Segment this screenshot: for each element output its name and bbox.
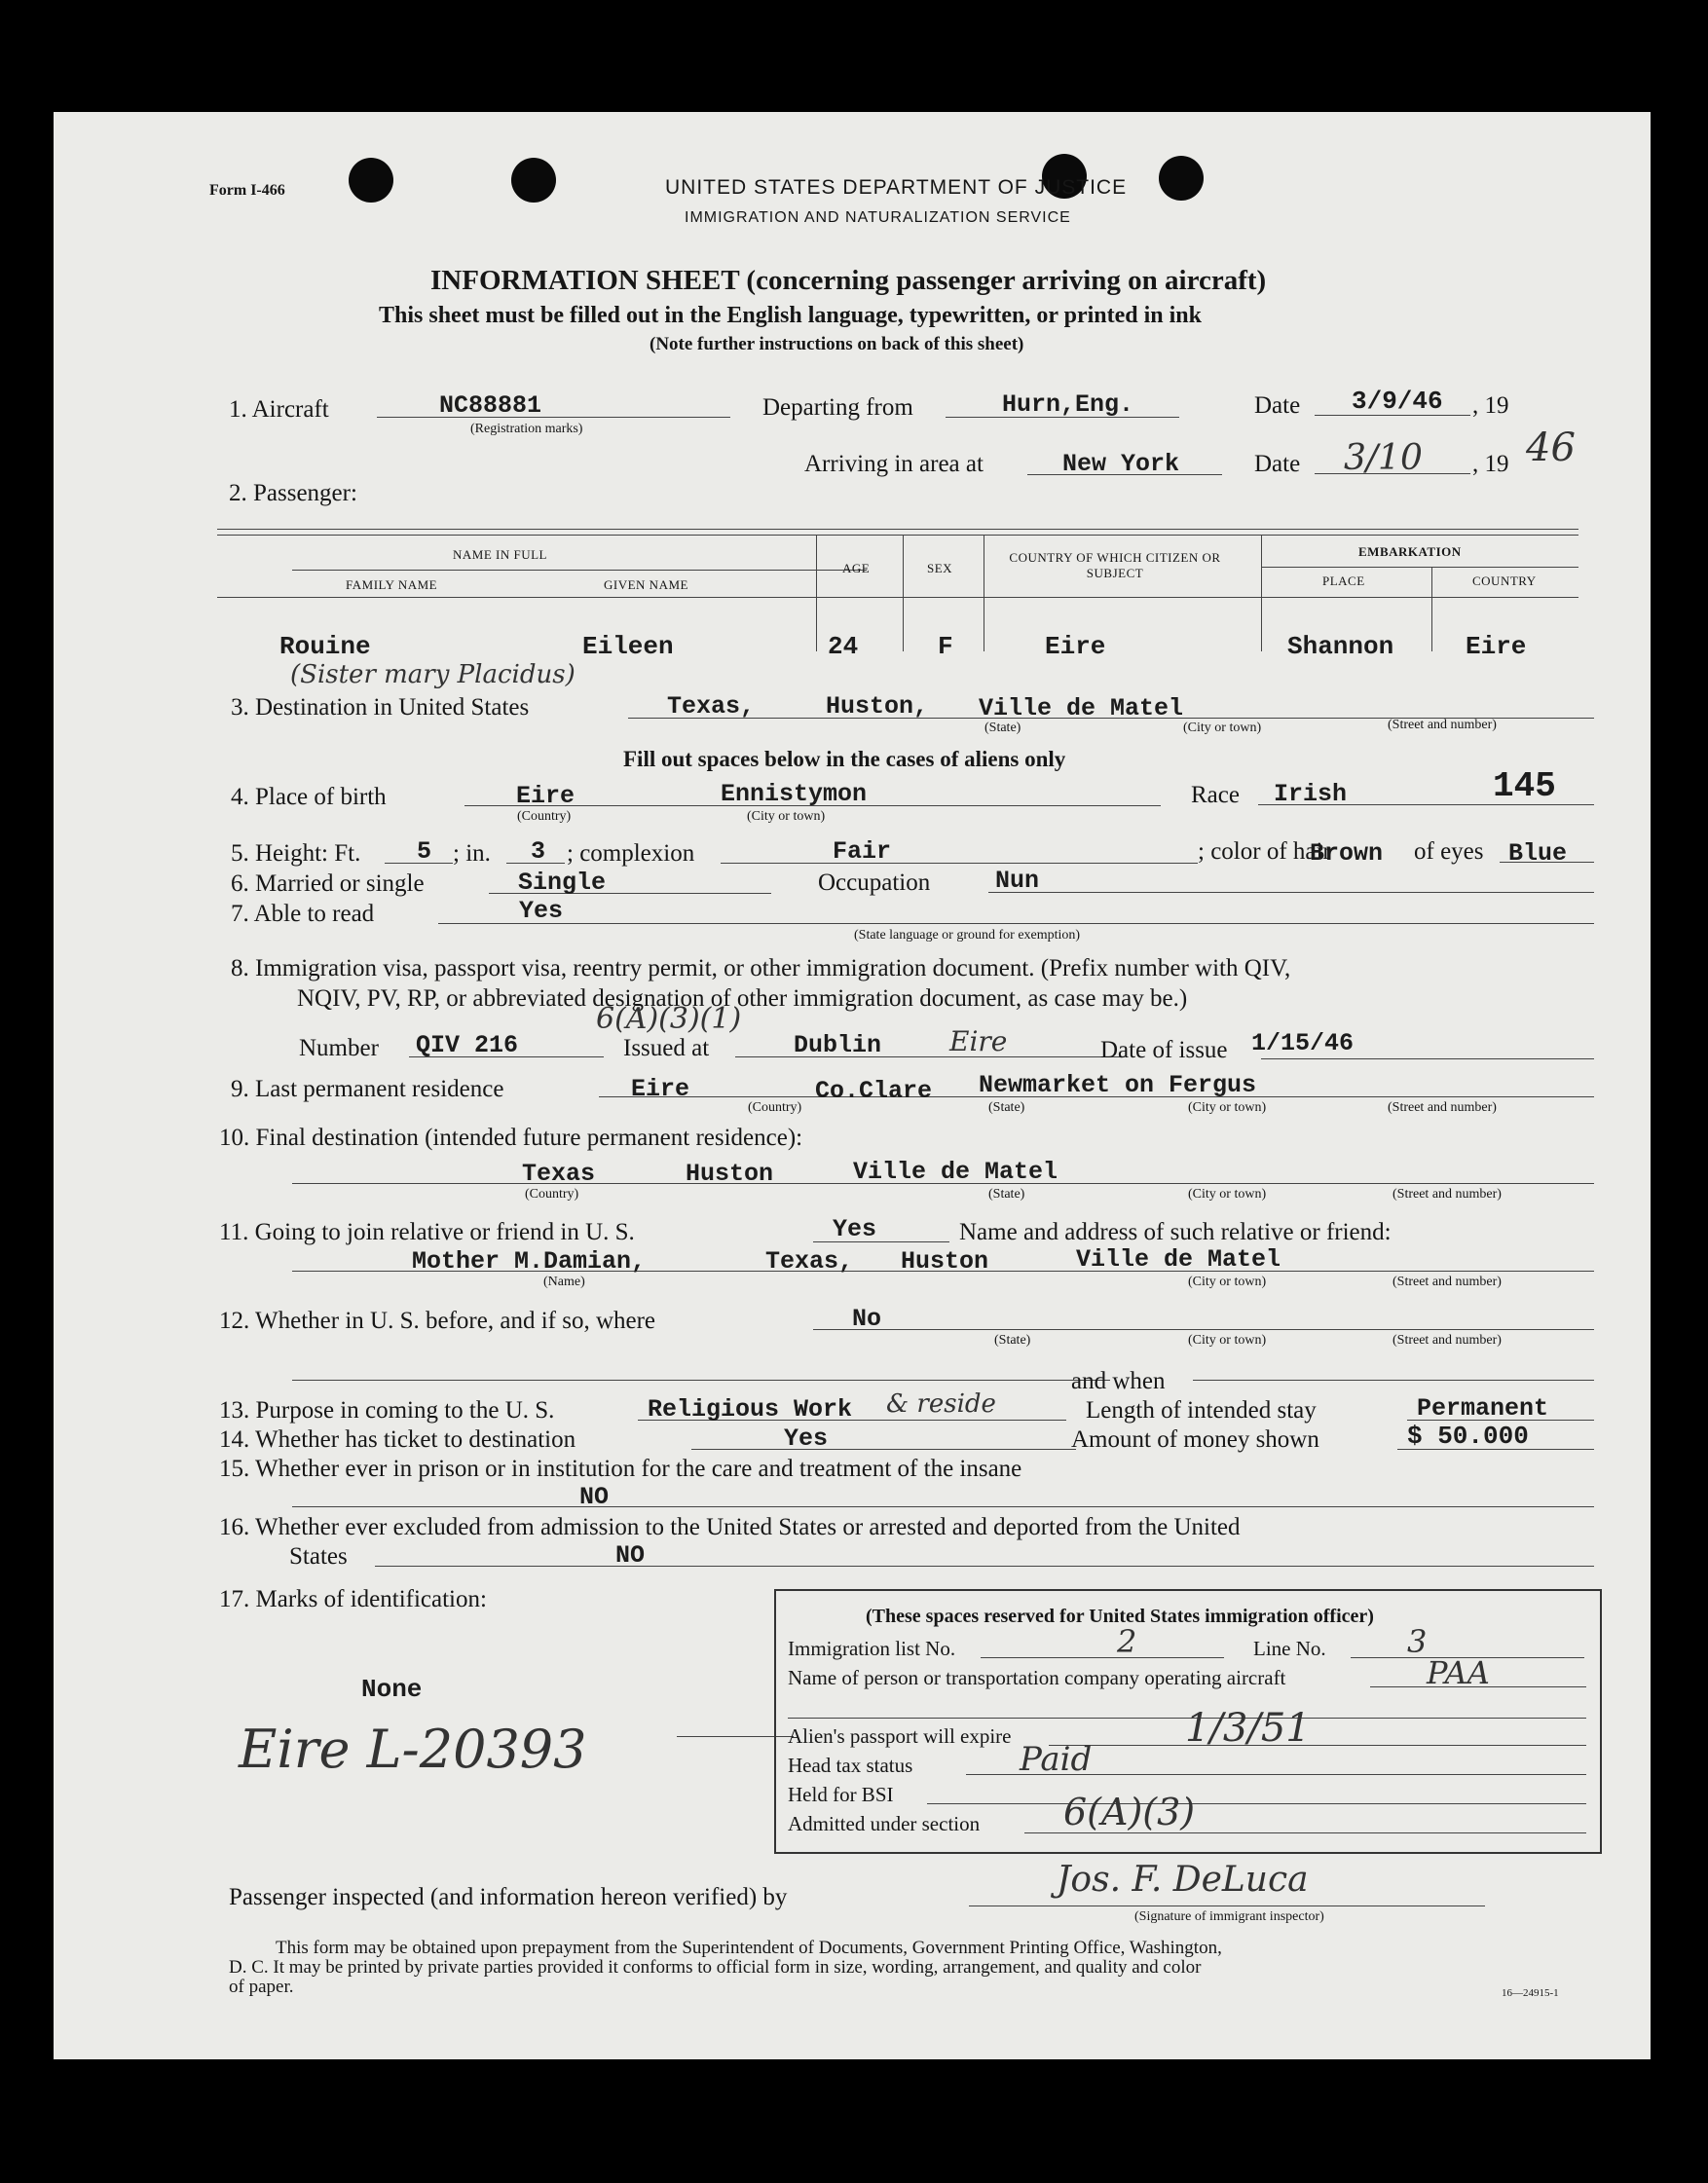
form-note: (Note further instructions on back of this sheet) xyxy=(650,334,1024,354)
header-emb-country: COUNTRY xyxy=(1472,574,1537,588)
read-label: 7. Able to read xyxy=(231,901,375,927)
complexion-value: Fair xyxy=(833,837,892,866)
passport-expire-value: 1/3/51 xyxy=(1185,1706,1311,1751)
birth-town-caption: (City or town) xyxy=(747,809,826,824)
prison-label: 15. Whether ever in prison or in institution for the care and treatment of the insane xyxy=(219,1456,1022,1482)
birth-country-caption: (Country) xyxy=(517,809,572,824)
section-label: Admitted under section xyxy=(788,1812,981,1835)
form-title: INFORMATION SHEET (concerning passenger arriving on aircraft) xyxy=(430,265,1267,296)
prison-value: NO xyxy=(579,1483,610,1511)
age-value: 24 xyxy=(828,632,859,661)
birth-country-value: Eire xyxy=(516,782,576,810)
marital-value: Single xyxy=(518,869,607,897)
hair-label: ; color of hair xyxy=(1198,838,1331,865)
departing-label: Departing from xyxy=(762,394,913,421)
punch-hole-2 xyxy=(511,158,556,203)
officer-section-heading: (These spaces reserved for United States immigration officer) xyxy=(866,1606,1374,1627)
header-country-citizen: COUNTRY OF WHICH CITIZEN OR SUBJECT xyxy=(1009,550,1221,580)
last-residence-city-caption: (City or town) xyxy=(1188,1100,1267,1115)
sex-value: F xyxy=(938,632,953,661)
list-no-label: Immigration list No. xyxy=(788,1637,956,1660)
last-residence-label: 9. Last permanent residence xyxy=(231,1076,504,1102)
relative-name: Mother M.Damian, xyxy=(412,1247,647,1276)
arrival-date-label: Date xyxy=(1254,451,1301,477)
departure-date-value: 3/9/46 xyxy=(1352,387,1443,416)
identification-label: 17. Marks of identification: xyxy=(219,1586,487,1612)
destination-label: 3. Destination in United States xyxy=(231,694,530,721)
footer-line1: This form may be obtained upon prepayment from the Superintendent of Documents, Government Printing Office, Washington, xyxy=(276,1938,1222,1958)
inspection-label: Passenger inspected (and information hereon verified) by xyxy=(229,1884,788,1910)
punch-hole-1 xyxy=(349,158,393,203)
money-label: Amount of money shown xyxy=(1071,1426,1319,1453)
header-embarkation: EMBARKATION xyxy=(1358,544,1462,559)
aircraft-label: 1. Aircraft xyxy=(229,396,329,423)
occupation-label: Occupation xyxy=(818,870,931,896)
arriving-label: Arriving in area at xyxy=(804,451,984,477)
family-name-value: Rouine xyxy=(279,632,371,661)
footer-line2: D. C. It may be printed by private parties provided it conforms to official form in size, wording, arrangement, and quality and color xyxy=(229,1957,1202,1978)
registration-caption: (Registration marks) xyxy=(470,422,583,436)
occupation-value: Nun xyxy=(995,867,1040,895)
embark-country-value: Eire xyxy=(1466,632,1527,661)
excluded-label-line1: 16. Whether ever excluded from admission to the United States or arrested and deported from the United xyxy=(219,1514,1241,1540)
document-number-value: QIV 216 xyxy=(416,1031,519,1059)
join-relative-label: 11. Going to join relative or friend in U. S. xyxy=(219,1219,635,1245)
final-destination-state-caption: (State) xyxy=(988,1187,1025,1202)
inspector-signature: Jos. F. DeLuca xyxy=(1057,1860,1309,1900)
company-value: PAA xyxy=(1427,1654,1490,1691)
stay-value: Permanent xyxy=(1417,1394,1549,1423)
relative-name-caption: (Name) xyxy=(543,1275,585,1289)
ticket-label: 14. Whether has ticket to destination xyxy=(219,1426,576,1453)
us-before-label: 12. Whether in U. S. before, and if so, where xyxy=(219,1308,656,1334)
us-before-state-caption: (State) xyxy=(994,1333,1031,1348)
race-label: Race xyxy=(1191,782,1240,808)
race-extra-number: 145 xyxy=(1493,766,1556,806)
final-destination-state: Huston xyxy=(686,1160,774,1188)
header-family-name: FAMILY NAME xyxy=(346,577,438,592)
destination-city-value: Huston, xyxy=(826,692,929,721)
final-destination-city: Ville de Matel xyxy=(853,1158,1058,1186)
destination-state-caption: (State) xyxy=(984,721,1021,735)
relative-name-address-label: Name and address of such relative or friend: xyxy=(959,1219,1392,1245)
aircraft-value: NC88881 xyxy=(439,391,542,420)
departure-date-label: Date xyxy=(1254,392,1301,419)
final-destination-label: 10. Final destination (intended future permanent residence): xyxy=(219,1125,803,1151)
religious-name: (Sister mary Placidus) xyxy=(290,660,576,689)
us-before-street-caption: (Street and number) xyxy=(1392,1333,1502,1348)
excluded-label-line2: States xyxy=(289,1543,348,1570)
aliens-note: Fill out spaces below in the cases of aliens only xyxy=(623,747,1066,771)
departing-value: Hurn,Eng. xyxy=(1002,390,1134,419)
given-name-value: Eileen xyxy=(582,632,674,661)
issued-at-handwritten: Eire xyxy=(949,1025,1008,1057)
headtax-label: Head tax status xyxy=(788,1754,913,1777)
footer-line3: of paper. xyxy=(229,1977,294,1997)
last-residence-street-caption: (Street and number) xyxy=(1388,1100,1497,1115)
arrival-date-value: 3/10 xyxy=(1344,438,1423,478)
destination-street-caption: (Street and number) xyxy=(1388,718,1497,732)
read-value: Yes xyxy=(519,897,564,925)
complexion-label: ; complexion xyxy=(567,840,695,867)
embark-place-value: Shannon xyxy=(1287,632,1394,661)
issue-date-label: Date of issue xyxy=(1100,1037,1228,1063)
excluded-value: NO xyxy=(615,1541,646,1570)
marital-label: 6. Married or single xyxy=(231,870,425,897)
header-given-name: GIVEN NAME xyxy=(604,577,688,592)
section-value: 6(A)(3) xyxy=(1063,1791,1196,1833)
purpose-label: 13. Purpose in coming to the U. S. xyxy=(219,1397,555,1424)
relative-street-caption: (Street and number) xyxy=(1392,1275,1502,1289)
document-instruction-line1: 8. Immigration visa, passport visa, reentry permit, or other immigration document. (Prefix number with QIV, xyxy=(231,955,1291,981)
height-feet-value: 5 xyxy=(417,837,432,866)
company-label: Name of person or transportation company operating aircraft xyxy=(788,1666,1286,1689)
last-residence-city: Newmarket on Fergus xyxy=(979,1071,1257,1099)
form-sheet xyxy=(54,112,1651,2059)
line-no-label: Line No. xyxy=(1253,1637,1326,1660)
header-place: PLACE xyxy=(1322,574,1365,588)
money-value: $ 50.000 xyxy=(1407,1422,1529,1451)
height-inches-value: 3 xyxy=(531,837,546,866)
arriving-value: New York xyxy=(1062,450,1180,478)
final-destination-city-caption: (City or town) xyxy=(1188,1187,1267,1202)
eyes-label: of eyes xyxy=(1414,838,1484,865)
race-value: Irish xyxy=(1274,780,1348,808)
relative-city-caption: (City or town) xyxy=(1188,1275,1267,1289)
and-when-label: and when xyxy=(1071,1368,1166,1394)
issue-date-value: 1/15/46 xyxy=(1251,1029,1355,1057)
last-residence-country: Eire xyxy=(631,1075,690,1103)
service-heading: IMMIGRATION AND NATURALIZATION SERVICE xyxy=(685,209,1071,226)
stay-label: Length of intended stay xyxy=(1086,1397,1317,1424)
final-destination-country: Texas xyxy=(522,1160,596,1188)
last-residence-country-caption: (Country) xyxy=(748,1100,802,1115)
line-no-value: 3 xyxy=(1407,1623,1428,1660)
header-sex: SEX xyxy=(927,561,953,575)
issued-at-label: Issued at xyxy=(623,1035,710,1061)
issued-at-value: Dublin xyxy=(794,1031,882,1059)
read-caption: (State language or ground for exemption) xyxy=(854,928,1081,943)
relative-city: Huston xyxy=(901,1247,989,1276)
height-ft-label: 5. Height: Ft. xyxy=(231,840,361,867)
relative-street: Ville de Matel xyxy=(1076,1245,1281,1274)
arrival-year-value: 46 xyxy=(1526,426,1576,470)
join-relative-value: Yes xyxy=(833,1215,877,1243)
punch-hole-4 xyxy=(1159,156,1204,201)
last-residence-state-caption: (State) xyxy=(988,1100,1025,1115)
list-no-value: 2 xyxy=(1117,1623,1137,1660)
us-before-city-caption: (City or town) xyxy=(1188,1333,1267,1348)
identification-value: None xyxy=(361,1675,423,1704)
signature-caption: (Signature of immigrant inspector) xyxy=(1134,1909,1324,1924)
citizenship-value: Eire xyxy=(1045,632,1106,661)
document-section-note: 6(A)(3)(1) xyxy=(596,1002,742,1036)
bsi-label: Held for BSI xyxy=(788,1783,894,1806)
us-before-value: No xyxy=(852,1305,882,1333)
last-residence-state: Co.Clare xyxy=(815,1077,933,1105)
purpose-value: Religious Work xyxy=(648,1395,853,1424)
passport-expire-label: Alien's passport will expire xyxy=(788,1724,1012,1748)
footer-code: 16—24915-1 xyxy=(1502,1987,1559,1999)
department-heading: UNITED STATES DEPARTMENT OF JUSTICE xyxy=(665,176,1128,199)
birthplace-label: 4. Place of birth xyxy=(231,784,387,810)
final-destination-country-caption: (Country) xyxy=(525,1187,579,1202)
officer-section-box xyxy=(774,1589,1602,1854)
departure-year-label: , 19 xyxy=(1472,392,1509,419)
document-instruction-line2: NQIV, PV, RP, or abbreviated designation of other immigration document, as case may be.) xyxy=(297,985,1188,1012)
header-name-in-full: NAME IN FULL xyxy=(453,547,547,562)
birth-town-value: Ennistymon xyxy=(721,780,868,808)
identification-handwritten-number: Eire L-20393 xyxy=(239,1719,587,1780)
document-number-label: Number xyxy=(299,1035,379,1061)
arrival-year-label: , 19 xyxy=(1472,451,1509,477)
purpose-handwritten: & reside xyxy=(886,1389,996,1419)
header-age: AGE xyxy=(842,561,871,575)
form-instruction: This sheet must be filled out in the English language, typewritten, or printed in ink xyxy=(379,303,1202,328)
ticket-value: Yes xyxy=(784,1424,829,1453)
eyes-value: Blue xyxy=(1508,839,1568,868)
relative-state: Texas, xyxy=(765,1247,854,1276)
hair-value: Brown xyxy=(1310,839,1384,868)
passenger-label: 2. Passenger: xyxy=(229,480,357,506)
destination-state-value: Texas, xyxy=(667,692,756,721)
headtax-value: Paid xyxy=(1020,1740,1093,1779)
height-in-label: ; in. xyxy=(453,840,491,867)
destination-street-value: Ville de Matel xyxy=(979,694,1184,722)
form-number: Form I-466 xyxy=(209,182,285,199)
destination-city-caption: (City or town) xyxy=(1183,721,1262,735)
final-destination-street-caption: (Street and number) xyxy=(1392,1187,1502,1202)
